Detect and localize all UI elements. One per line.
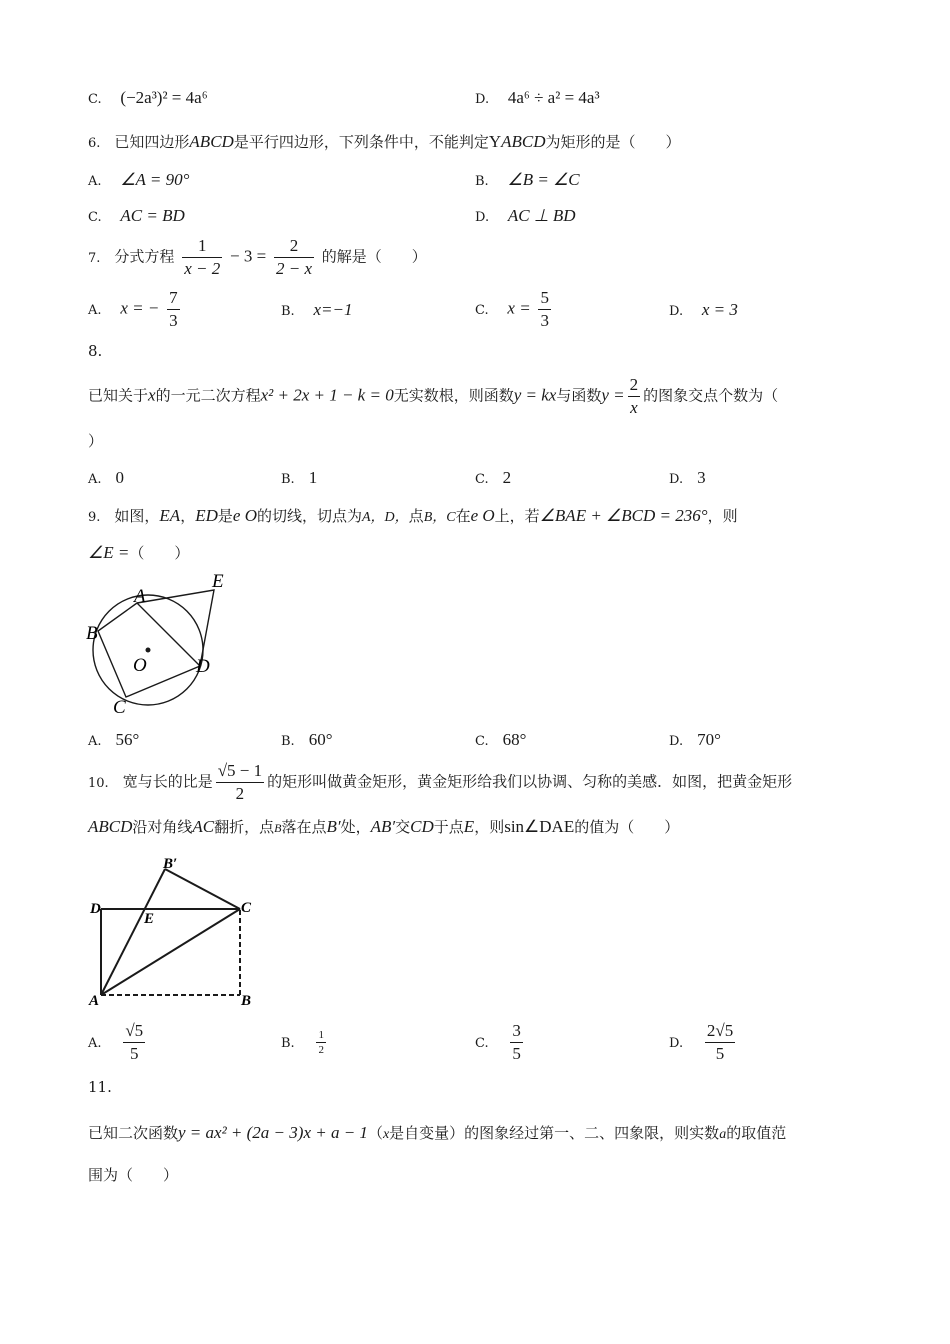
text: 的解是（ ） — [321, 247, 427, 266]
q7-option-b[interactable] — [281, 300, 352, 320]
option-label: C. — [475, 302, 489, 318]
option-expression: 4a⁶ ÷ a² = 4a³ — [507, 88, 600, 107]
math: ABCD — [501, 132, 546, 151]
q8-option-b[interactable]: B. 1 — [281, 468, 318, 487]
q10-option-d[interactable]: D. $\frac{2√5}{5}$ — [669, 1021, 734, 1063]
q11-stem: 已知二次函数y = ax² + (2a − 3)x + a − 1（x是自变量）的图象经过第一、二、四象限，则实数a的取值范 — [88, 1123, 787, 1142]
label-d: D — [90, 901, 101, 917]
q10-stem: 10. 宽与长的比是 $\frac{√5 - 1}{2}$ 的矩形叫做黄金矩形，黄金矩形给我们以协调、匀称的美感．如图，把黄金矩形 — [88, 761, 793, 803]
label-d: D — [196, 656, 210, 677]
q10-option-a[interactable]: A. $\frac{√5}{5}$ — [88, 1021, 144, 1063]
label-o: O — [133, 655, 147, 676]
text: 是平行四边形，下列条件中，不能判定 — [233, 133, 489, 151]
q8-option-a[interactable]: A. 0 — [88, 468, 125, 487]
q7-option-d[interactable] — [669, 300, 738, 320]
text: 分式方程 — [114, 247, 175, 266]
parallelogram-symbol: Y — [488, 132, 502, 151]
label-b-prime: B′ — [163, 856, 178, 872]
fraction: $\frac{2}{2 - x}$ — [275, 236, 313, 278]
q6-option-d[interactable] — [475, 206, 576, 226]
option-expression: AC ⊥ BD — [507, 206, 576, 225]
q10-option-c[interactable]: C. $\frac{3}{5}$ — [475, 1021, 521, 1063]
q6-option-a[interactable] — [88, 170, 189, 190]
label-c: C — [113, 697, 126, 718]
option-label: B. — [475, 174, 489, 189]
option-label: A. — [88, 174, 102, 189]
q11-number: 11. — [88, 1078, 112, 1096]
fraction: $\frac{3}{5}$ — [512, 1021, 521, 1063]
equation: x² + 2x + 1 − k = 0 — [260, 385, 394, 405]
option-expression: x = 3 — [701, 300, 738, 319]
label-a: A — [134, 586, 146, 607]
q8-stem: 已知关于x的一元二次方程x² + 2x + 1 − k = 0无实数根，则函数y = kx与函数y = $\frac{2}{x}$ 的图象交点个数为（ — [88, 375, 779, 417]
condition: ∠BAE + ∠BCD = 236° — [539, 506, 708, 525]
label-a: A — [89, 993, 100, 1009]
fraction: $\frac{1}{2}$ — [318, 1029, 324, 1056]
q9-option-a[interactable]: A. 56° — [88, 730, 140, 749]
fraction: $\frac{2√5}{5}$ — [706, 1021, 734, 1063]
math: x = − — [120, 298, 160, 318]
q6-stem — [88, 131, 681, 152]
q9-stem-ask: ∠E =（ ） — [88, 543, 190, 562]
text: 为矩形的是（ ） — [545, 133, 681, 151]
fraction: $\frac{√5 - 1}{2}$ — [217, 761, 263, 803]
q7-option-a[interactable] — [88, 287, 183, 332]
q8-stem-close: ） — [88, 432, 104, 450]
center-point — [146, 648, 151, 653]
q9-stem: 9. 如图，EA，ED是e O的切线，切点为A，D，点B，C在e O上，若∠BAE + ∠BCD = 236°，则 — [88, 506, 738, 525]
q10-figure-golden-rectangle — [85, 850, 275, 1010]
option-expression: (−2a³)² = 4a⁶ — [120, 88, 208, 107]
q5-option-d[interactable] — [475, 88, 600, 108]
math: ABCD — [189, 132, 234, 151]
q10-stem-line2: ABCD沿对角线AC翻折，点B落在点B′处，AB′交CD于点E，则sin∠DAE的值为（ ） — [88, 817, 680, 836]
q9-option-d[interactable]: D. 70° — [669, 730, 721, 749]
text: 已知四边形 — [114, 133, 190, 151]
q7-stem — [88, 235, 427, 280]
label-e: E — [212, 571, 224, 592]
option-label: C. — [88, 92, 102, 107]
option-label: B. — [281, 304, 295, 319]
q11-stem-line2: 围为（ ） — [88, 1166, 179, 1184]
question-number: 7. — [88, 250, 101, 266]
math: x = — [507, 298, 531, 318]
q10-option-b[interactable]: B. $\frac{1}{2}$ — [281, 1029, 324, 1056]
function: y = kx — [513, 385, 557, 405]
option-label: D. — [475, 92, 490, 107]
label-c: C — [241, 900, 252, 916]
label-b: B — [241, 993, 252, 1009]
fraction: $\frac{1}{x - 2}$ — [184, 236, 221, 278]
q8-option-c[interactable]: C. 2 — [475, 468, 512, 487]
option-expression: x=−1 — [313, 300, 353, 319]
option-expression: ∠A = 90° — [120, 170, 190, 189]
q9-option-c[interactable]: C. 68° — [475, 730, 527, 749]
fraction: $\frac{7}{3}$ — [169, 288, 178, 330]
fraction: $\frac{5}{3}$ — [540, 288, 549, 330]
segment-b-prime-c — [165, 869, 240, 909]
label-b: B — [86, 623, 98, 644]
q6-option-c[interactable] — [88, 206, 185, 226]
q9-figure-circle-tangents — [80, 565, 240, 720]
function: y = ax² + (2a − 3)x + a − 1 — [178, 1123, 368, 1142]
option-expression: AC = BD — [120, 206, 185, 225]
q8-number: 8. — [88, 342, 103, 360]
q7-option-c[interactable] — [475, 287, 554, 332]
q9-option-b[interactable]: B. 60° — [281, 730, 333, 749]
q8-option-d[interactable]: D. 3 — [669, 468, 706, 487]
option-label: A. — [88, 302, 102, 318]
tangent-lines — [137, 590, 214, 666]
label-e: E — [144, 911, 155, 927]
option-expression: ∠B = ∠C — [507, 170, 580, 189]
fraction: $\frac{2}{x}$ — [629, 375, 639, 417]
option-label: D. — [669, 304, 684, 319]
fraction: $\frac{√5}{5}$ — [125, 1021, 144, 1063]
option-label: C. — [88, 210, 102, 225]
q6-option-b[interactable] — [475, 170, 580, 190]
q5-option-c[interactable] — [88, 88, 208, 108]
option-label: D. — [475, 210, 490, 225]
math: − 3 = — [230, 246, 267, 266]
question-number: 6. — [88, 136, 101, 151]
